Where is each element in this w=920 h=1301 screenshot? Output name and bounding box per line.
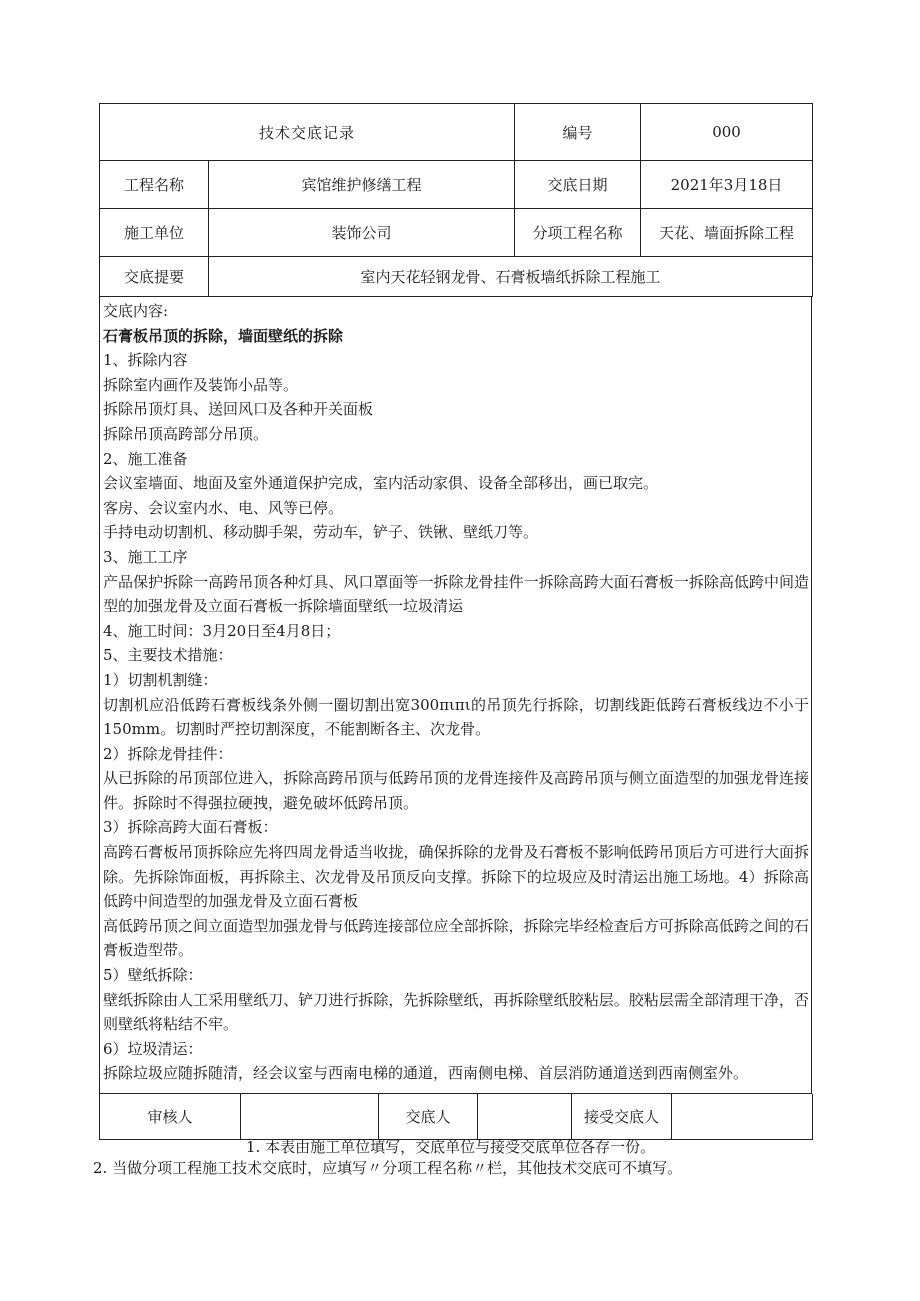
footnote-2: 2. 当做分项工程施工技术交底时，应填写〃分项工程名称〃栏，其他技术交底可不填写。 bbox=[93, 1159, 683, 1177]
content-line: 3、施工工序 bbox=[103, 547, 188, 566]
content-paragraph: 切割机应沿低跨石膏板线条外侧一圈切割出宽300πιπι的吊顶先行拆除，切割线距低跨石膏板线边不小于150mm。切割时严控切割深度，不能割断各主、次龙骨。 bbox=[103, 695, 809, 739]
disclosure-form bbox=[99, 103, 812, 1140]
summary-label: 交底提要 bbox=[100, 257, 209, 297]
sub-project-label: 分项工程名称 bbox=[515, 209, 641, 257]
content-line: 2）拆除龙骨挂件： bbox=[103, 744, 233, 763]
disclosure-content bbox=[99, 297, 812, 1094]
content-line: 会议室墙面、地面及室外通道保护完成，室内活动家俱、设备全部移出，画已取完。 bbox=[103, 474, 659, 493]
sub-project-value: 天花、墙面拆除工程 bbox=[641, 209, 813, 257]
header-table bbox=[99, 103, 813, 297]
content-paragraph: 壁纸拆除由人工采用壁纸刀、铲刀进行拆除，先拆除壁纸，再拆除壁纸胶粘层。胶粘层需全部清理干净，否则壁纸将粘结不牢。 bbox=[103, 990, 809, 1034]
content-line: 拆除吊顶灯具、送回风口及各种开关面板 bbox=[103, 400, 374, 419]
content-line: 4、施工时间：3月20日至4月8日； bbox=[103, 621, 341, 640]
content-line: 1、拆除内容 bbox=[103, 351, 188, 370]
reviewer-signature[interactable] bbox=[241, 1094, 379, 1140]
project-name-label: 工程名称 bbox=[100, 161, 209, 209]
content-line: 手持电动切割机、移动脚手架，劳动车，铲子、铁锹、壁纸刀等。 bbox=[103, 523, 539, 542]
content-line: 拆除吊顶高跨部分吊顶。 bbox=[103, 424, 269, 443]
discloser-signature[interactable] bbox=[478, 1094, 572, 1140]
content-line: 6）垃圾清运： bbox=[103, 1039, 203, 1058]
content-line: 3）拆除高跨大面石膏板： bbox=[103, 818, 278, 837]
discloser-label: 交底人 bbox=[379, 1094, 478, 1140]
content-line: 拆除垃圾应随拆随清，经会议室与西南电梯的通道，西南侧电梯、首层消防通道送到西南侧室外。 bbox=[103, 1064, 749, 1083]
content-line: 交底内容: bbox=[103, 302, 169, 320]
footnote-1: 1. 本表由施工单位填写，交底单位与接受交底单位各存一份。 bbox=[246, 1138, 656, 1156]
unit-label: 施工单位 bbox=[100, 209, 209, 257]
content-paragraph: 高跨石膏板吊顶拆除应先将四周龙骨适当收拢，确保拆除的龙骨及石膏板不影响低跨吊顶后方可进行大面拆除。先拆除饰面板，再拆除主、次龙骨及吊顶反向支撑。拆除下的垃圾应及时清运出施工场地。4）拆除高低跨中间造型的加强龙骨及立面石膏板 bbox=[103, 843, 809, 911]
content-paragraph: 从已拆除的吊顶部位进入，拆除高跨吊顶与低跨吊顶的龙骨连接件及高跨吊顶与侧立面造型的加强龙骨连接件。拆除时不得强拉硬拽，避免破坏低跨吊顶。 bbox=[103, 769, 809, 812]
signature-table bbox=[99, 1094, 813, 1140]
date-label: 交底日期 bbox=[515, 161, 641, 209]
summary-value: 室内天花轻钢龙骨、石膏板墙纸拆除工程施工 bbox=[209, 257, 813, 297]
content-line: 2、施工准备 bbox=[103, 449, 188, 468]
receiver-label: 接受交底人 bbox=[572, 1094, 672, 1140]
content-line: 1）切割机割缝： bbox=[103, 670, 218, 689]
number-value: 000 bbox=[641, 104, 813, 161]
project-name-value: 宾馆维护修缮工程 bbox=[209, 161, 515, 209]
content-line: 5、主要技术措施： bbox=[103, 646, 233, 665]
content-line: 拆除室内画作及装饰小品等。 bbox=[103, 375, 299, 394]
content-line: 5）壁纸拆除： bbox=[103, 966, 203, 985]
content-paragraph: 高低跨吊顶之间立面造型加强龙骨与低跨连接部位应全部拆除，拆除完毕经检查后方可拆除高低跨之间的石膏板造型带。 bbox=[103, 916, 809, 960]
form-title: 技术交底记录 bbox=[100, 104, 515, 161]
number-label: 编号 bbox=[515, 104, 641, 161]
reviewer-label: 审核人 bbox=[100, 1094, 241, 1140]
content-paragraph: 产品保护拆除一高跨吊顶各种灯具、风口罩面等一拆除龙骨挂件一拆除高跨大面石膏板一拆除高低跨中间造型的加强龙骨及立面石膏板一拆除墙面壁纸一垃圾清运 bbox=[103, 572, 809, 616]
date-value: 2021年3月18日 bbox=[641, 161, 813, 209]
unit-value: 装饰公司 bbox=[209, 209, 515, 257]
receiver-signature[interactable] bbox=[672, 1094, 813, 1140]
content-heading: 石膏板吊顶的拆除，墙面壁纸的拆除 bbox=[103, 326, 344, 345]
content-line: 客房、会议室内水、电、风等已停。 bbox=[103, 498, 344, 517]
